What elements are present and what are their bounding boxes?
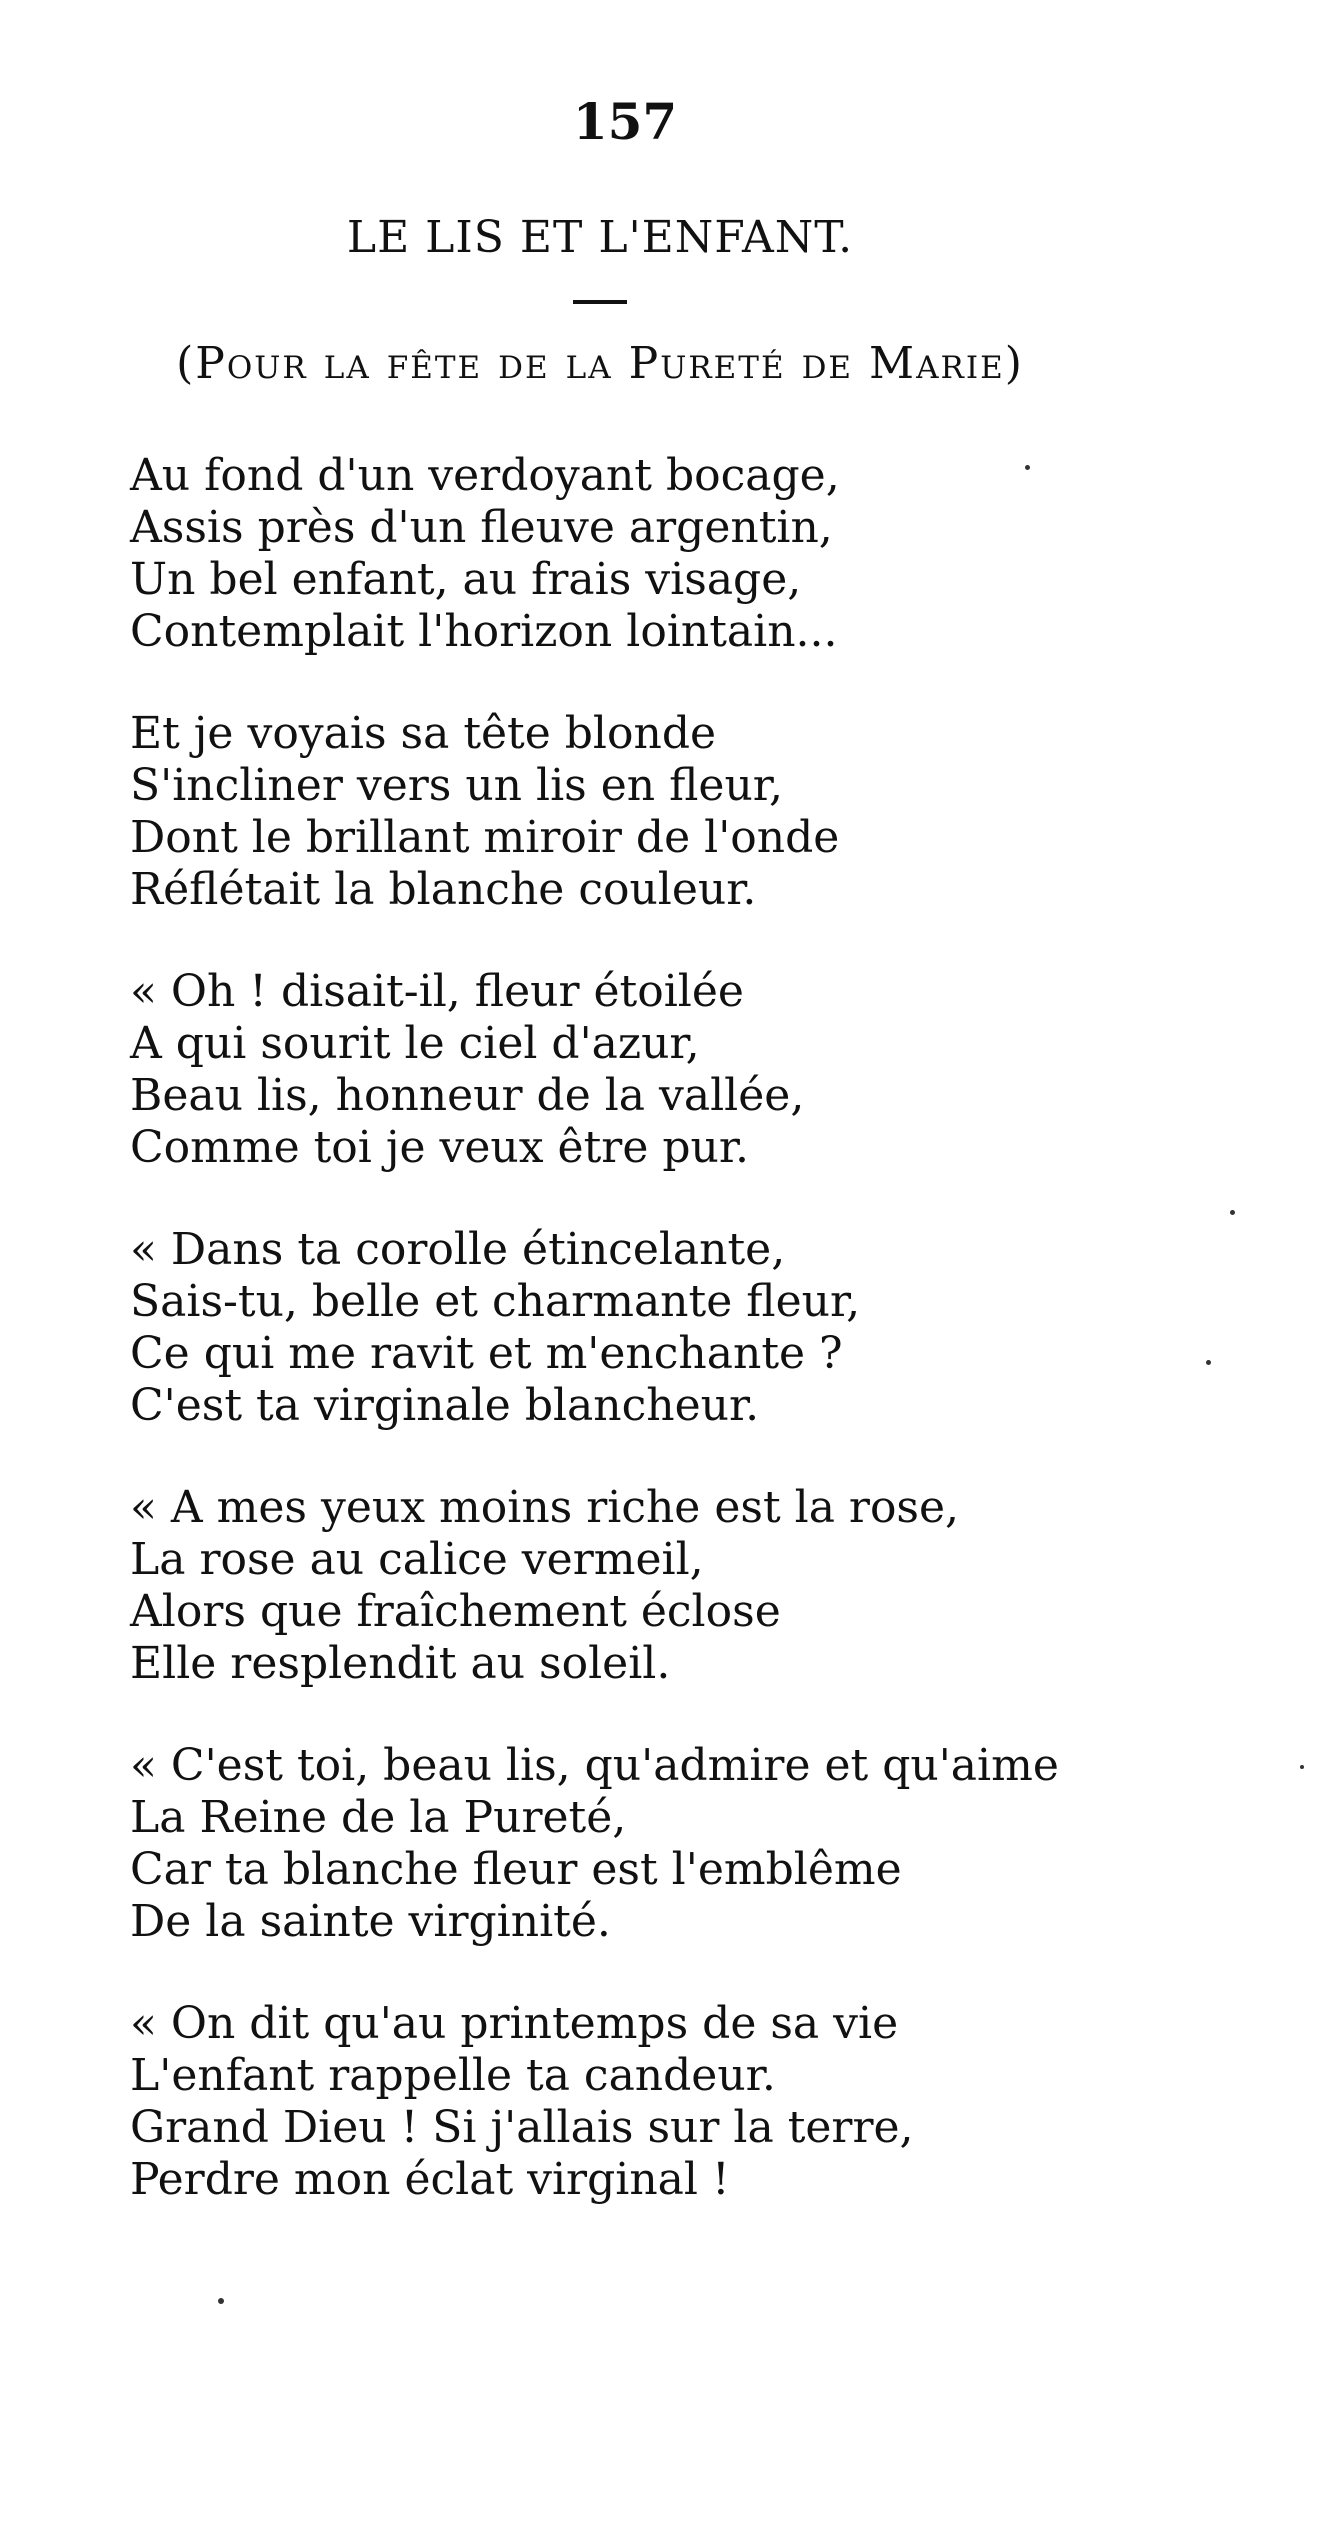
stanza-1 [130, 450, 1230, 658]
scan-speck [218, 2298, 224, 2304]
poem-body [130, 450, 1230, 2256]
poem-line: A qui sourit le ciel d'azur, [130, 1018, 700, 1069]
poem-line: Sais-tu, belle et charmante fleur, [130, 1276, 861, 1327]
scan-speck [1230, 1210, 1235, 1215]
scan-speck [1025, 465, 1030, 470]
poem-line: Et je voyais sa tête blonde [130, 708, 717, 759]
poem-line: S'incliner vers un lis en fleur, [130, 760, 783, 811]
page-number: 157 [572, 92, 678, 151]
poem-line: De la sainte virginité. [130, 1896, 611, 1947]
poem-line: Beau lis, honneur de la vallée, [130, 1070, 805, 1121]
poem-line: Car ta blanche fleur est l'emblême [130, 1844, 902, 1895]
poem-line: Elle resplendit au soleil. [130, 1638, 671, 1689]
poem-line: Au fond d'un verdoyant bocage, [130, 450, 840, 501]
poem-line: « Dans ta corolle étincelante, [130, 1224, 786, 1275]
stanza-4 [130, 1224, 1230, 1432]
stanza-7 [130, 1998, 1230, 2206]
poem-line: Un bel enfant, au frais visage, [130, 554, 802, 605]
poem-line: Comme toi je veux être pur. [130, 1122, 750, 1173]
poem-line: Contemplait l'horizon lointain... [130, 606, 838, 657]
poem-title: LE LIS ET L'ENFANT. [346, 212, 854, 263]
stanza-5 [130, 1482, 1230, 1690]
poem-line: L'enfant rappelle ta candeur. [130, 2050, 776, 2101]
poem-line: « A mes yeux moins riche est la rose, [130, 1482, 960, 1533]
poem-line: Assis près d'un fleuve argentin, [130, 502, 833, 553]
title-rule [573, 300, 627, 304]
poem-line: Grand Dieu ! Si j'allais sur la terre, [130, 2102, 914, 2153]
poem-line: Ce qui me ravit et m'enchante ? [130, 1328, 843, 1379]
poem-line: Alors que fraîchement éclose [130, 1586, 781, 1637]
stanza-6 [130, 1740, 1230, 1948]
stanza-2 [130, 708, 1230, 916]
scan-speck [1300, 1765, 1304, 1769]
poem-line: « C'est toi, beau lis, qu'admire et qu'aime [130, 1740, 1059, 1791]
stanza-3 [130, 966, 1230, 1174]
poem-subtitle: (Pour la fête de la Pureté de Marie) [176, 338, 1024, 389]
poem-line: Réflétait la blanche couleur. [130, 864, 757, 915]
poem-line: Dont le brillant miroir de l'onde [130, 812, 840, 863]
poem-line: La rose au calice vermeil, [130, 1534, 704, 1585]
poem-line: « Oh ! disait-il, fleur étoilée [130, 966, 744, 1017]
poem-line: La Reine de la Pureté, [130, 1792, 627, 1843]
scan-speck [1206, 1360, 1211, 1365]
poem-line: C'est ta virginale blancheur. [130, 1380, 760, 1431]
poem-line: « On dit qu'au printemps de sa vie [130, 1998, 899, 2049]
poem-line: Perdre mon éclat virginal ! [130, 2154, 730, 2205]
